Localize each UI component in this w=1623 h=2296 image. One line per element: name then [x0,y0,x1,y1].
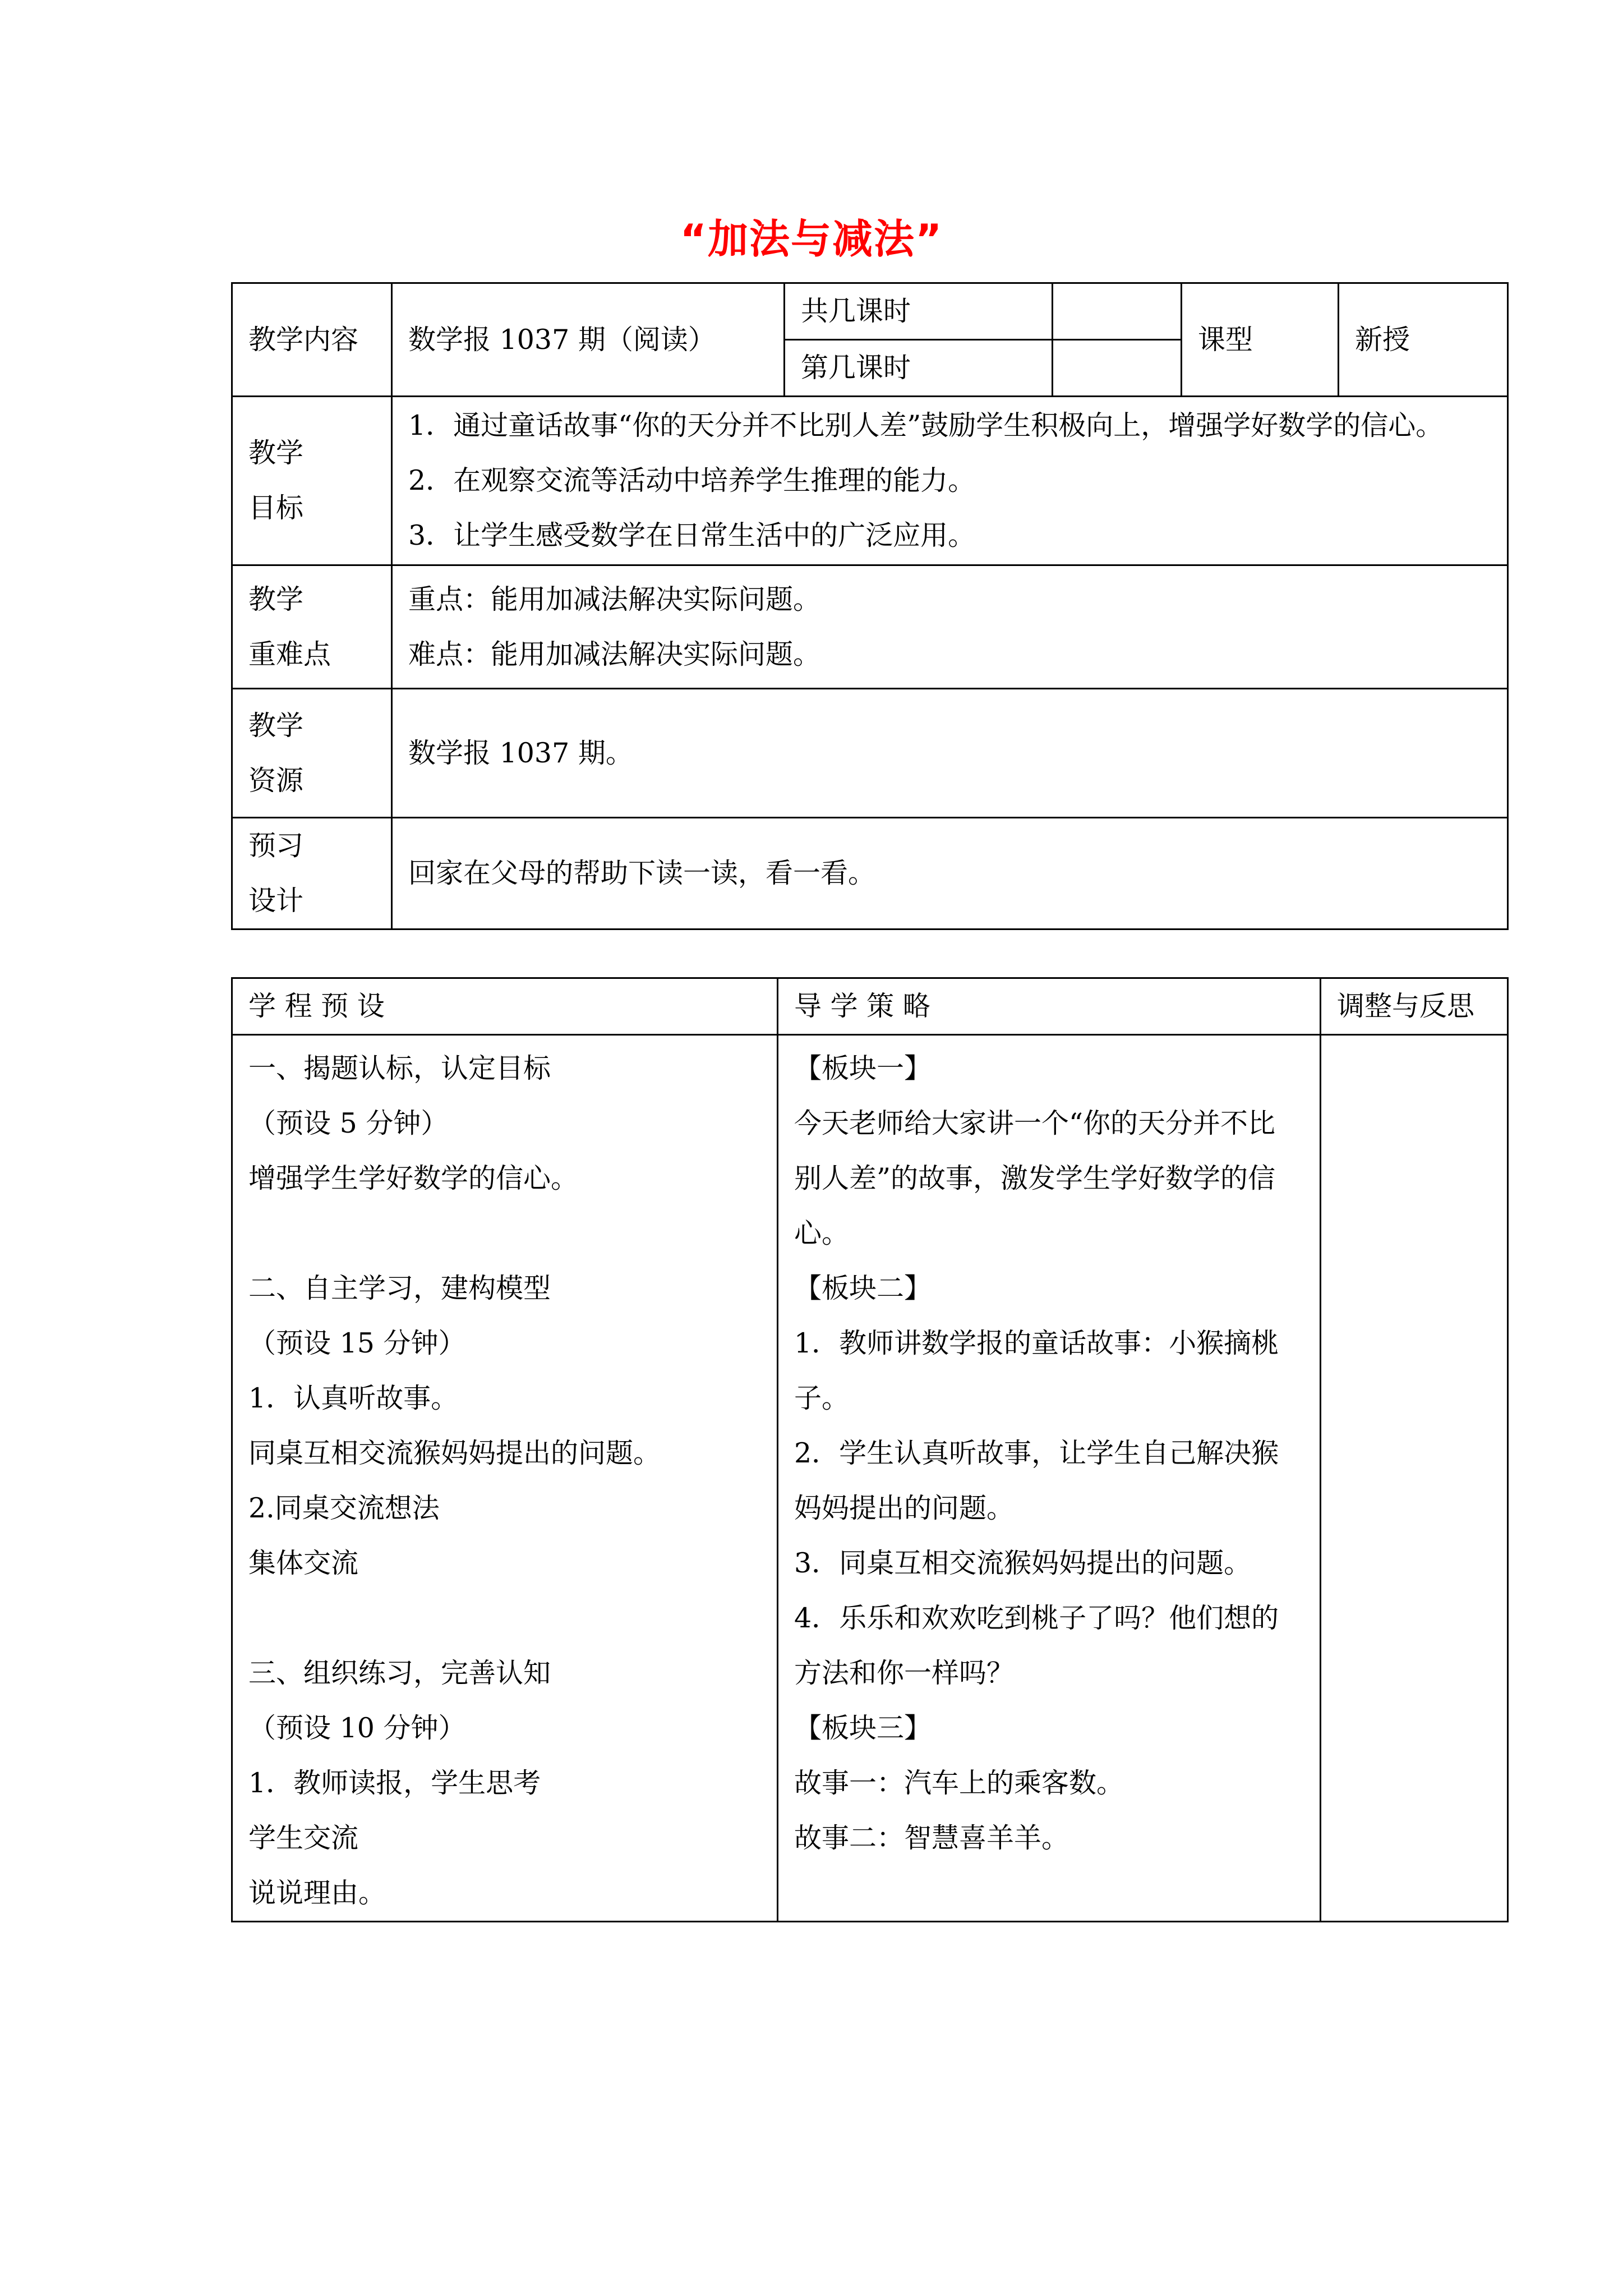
strategy-line: 3．同桌互相交流猴妈妈提出的问题。 [794,1547,1252,1579]
goals-list [392,397,1508,565]
spacer [248,1206,777,1261]
process-line: （预设 15 分钟） [248,1327,466,1359]
process-line: 三、组织练习，完善认知 [248,1657,551,1689]
key-point: 重点：能用加减法解决实际问题。 [408,583,821,615]
strategy-line: 方法和你一样吗？ [794,1657,1015,1689]
key-points [392,565,1508,689]
strategy-line: 4．乐乐和欢欢吃到桃子了吗？他们想的 [794,1602,1279,1634]
strategy-column [778,1035,1321,1922]
strategy-line: 故事二：智慧喜羊羊。 [794,1822,1069,1854]
total-hours-value [1053,283,1182,340]
goal-item: 1．通过童话故事“你的天分并不比别人差”鼓励学生积极向上，增强学好数学的信心。 [408,409,1444,441]
process-line: （预设 10 分钟） [248,1712,466,1744]
process-line: 1．教师读报，学生思考 [248,1767,541,1799]
key-points-label: 教学 重难点 [232,565,392,689]
strategy-line: 子。 [794,1382,850,1414]
lesson-plan-table [231,977,1509,1922]
strategy-line: 故事一：汽车上的乘客数。 [794,1767,1124,1799]
goal-item: 2．在观察交流等活动中培养学生推理的能力。 [408,464,976,496]
process-line: 二、自主学习，建构模型 [248,1272,551,1304]
total-hours-label: 共几课时 [785,283,1053,340]
preview-value: 回家在父母的帮助下读一读，看一看。 [392,818,1508,930]
process-line: 一、揭题认标，认定目标 [248,1052,551,1084]
resources-label: 教学 资源 [232,689,392,818]
strategy-line: 【板块三】 [794,1712,932,1744]
process-line: 集体交流 [248,1547,359,1579]
goal-item: 3．让学生感受数学在日常生活中的广泛应用。 [408,519,976,551]
process-line: 增强学生学好数学的信心。 [248,1162,579,1194]
strategy-line: 别人差”的故事，激发学生学好数学的信 [794,1162,1276,1194]
resources-value: 数学报 1037 期。 [392,689,1508,818]
content-label: 教学内容 [232,283,392,397]
strategy-line: 今天老师给大家讲一个“你的天分并不比 [794,1107,1276,1139]
lesson-no-label: 第几课时 [785,340,1053,397]
header-reflection: 调整与反思 [1321,978,1508,1035]
process-column [232,1035,778,1922]
type-label: 课型 [1182,283,1339,397]
strategy-line: 心。 [794,1217,850,1249]
lesson-info-table [231,282,1509,930]
process-line: 2.同桌交流想法 [248,1492,440,1524]
header-process: 学 程 预 设 [232,978,778,1035]
preview-label: 预习 设计 [232,818,392,930]
strategy-line: 妈妈提出的问题。 [794,1492,1015,1524]
lesson-no-value [1053,340,1182,397]
document-title: “加法与减法” [680,215,943,263]
process-line: （预设 5 分钟） [248,1107,449,1139]
reflection-column [1321,1035,1508,1922]
spacer [248,1591,777,1646]
strategy-line: 2．学生认真听故事，让学生自己解决猴 [794,1437,1279,1469]
content-value: 数学报 1037 期（阅读） [392,283,785,397]
strategy-line: 【板块一】 [794,1052,932,1084]
strategy-line: 【板块二】 [794,1272,932,1304]
strategy-line: 1．教师讲数学报的童话故事：小猴摘桃 [794,1327,1279,1359]
header-strategy: 导 学 策 略 [778,978,1321,1035]
difficult-point: 难点：能用加减法解决实际问题。 [408,638,821,670]
type-value: 新授 [1339,283,1508,397]
process-line: 1．认真听故事。 [248,1382,459,1414]
process-line: 同桌互相交流猴妈妈提出的问题。 [248,1437,661,1469]
process-line: 说说理由。 [248,1877,386,1909]
process-line: 学生交流 [248,1822,359,1854]
goals-label: 教学 目标 [232,397,392,565]
